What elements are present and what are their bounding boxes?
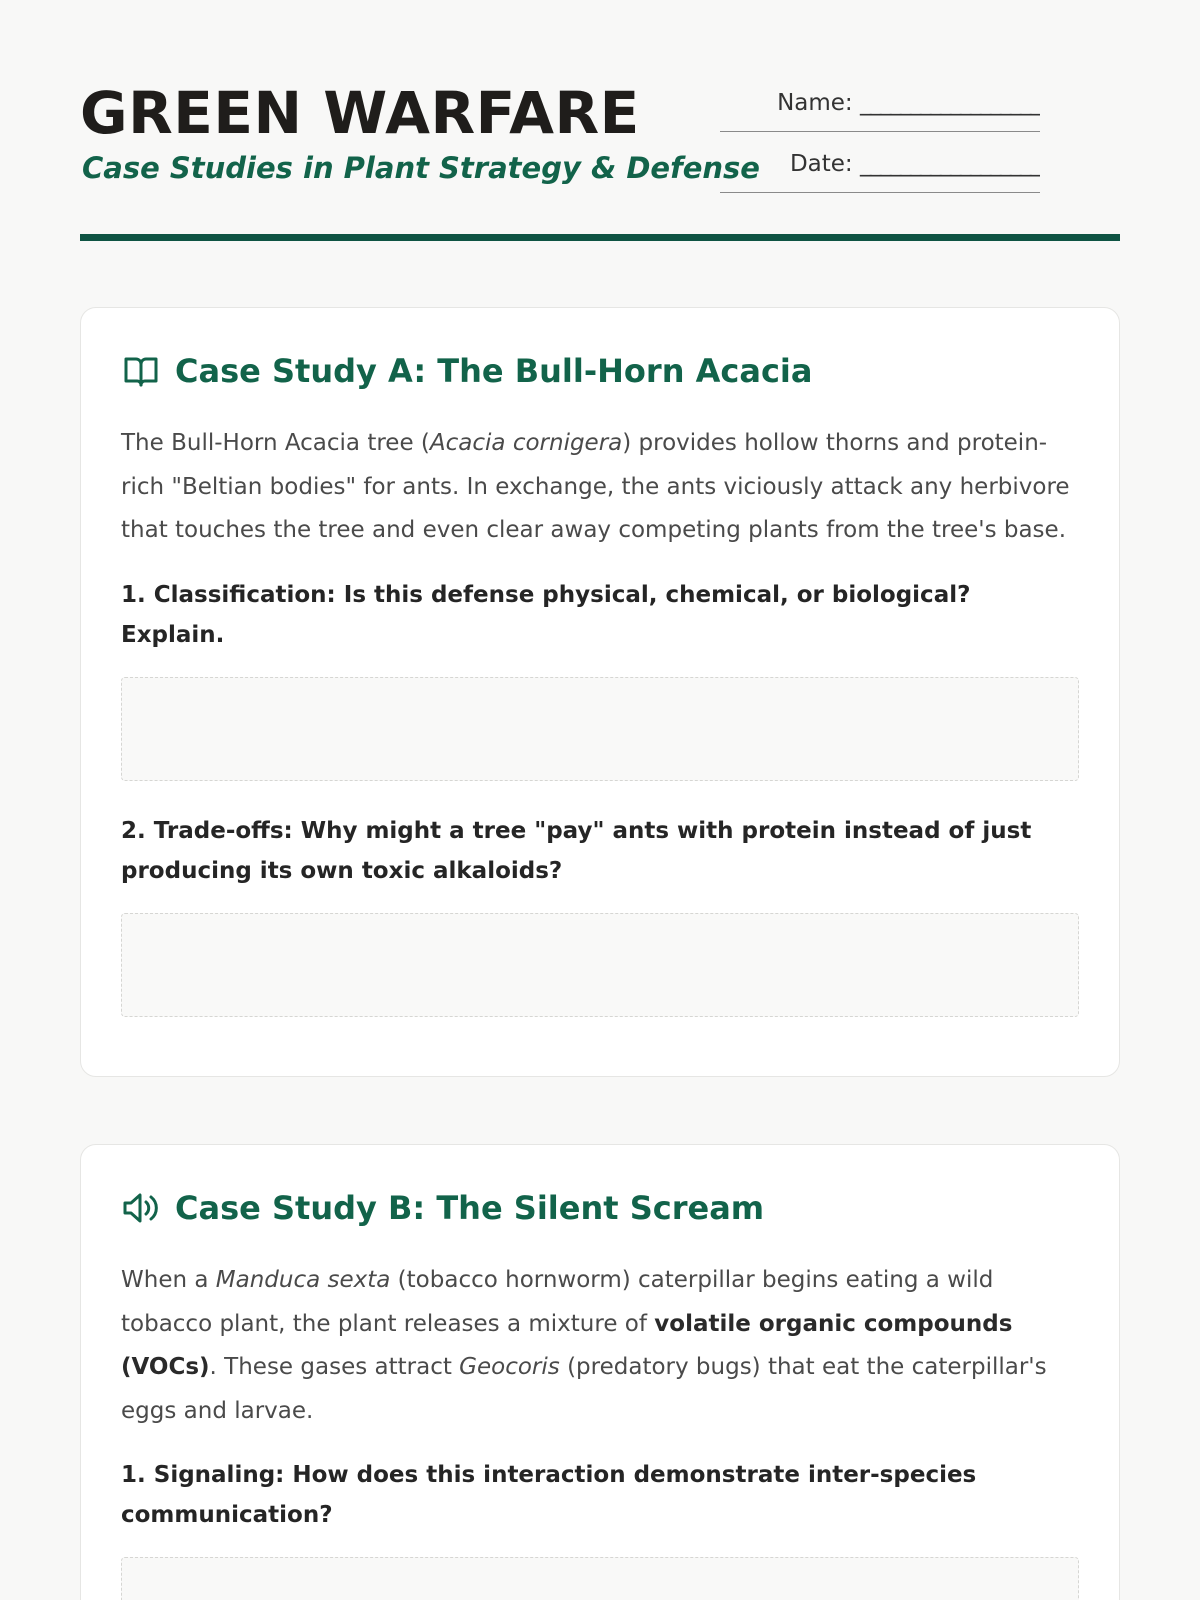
case-study-a-card: [80, 307, 1120, 1077]
student-info: [720, 84, 1040, 206]
case-a-question-2: 2. Trade-offs: Why might a tree "pay" ants with protein instead of just producing its own toxic alkaloids?: [121, 817, 1032, 884]
case-b-text-part: (tobacco hornworm) caterpillar begins eating a wild tobacco plant, the plant releases a mixture of: [121, 1267, 994, 1337]
case-study-a-text: [121, 422, 1079, 553]
book-icon: [121, 351, 161, 391]
case-b-question-1: 1. Signaling: How does this interaction demonstrate inter-species communication?: [121, 1462, 977, 1528]
case-study-b-text: [121, 1259, 1079, 1433]
page-subtitle: Case Studies in Plant Strategy & Defense: [82, 151, 760, 185]
case-a-text-part: ) provides hollow thorns and protein-rich "Beltian bodies" for ants. In exchange, the ants viciously attack any herbivore that touches the tree and even clear away competing plants from the tree's base.: [121, 430, 1070, 543]
name-field[interactable]: [720, 84, 1040, 132]
date-blank-line: __________________: [860, 151, 1040, 177]
case-a-species-name: Acacia cornigera: [429, 430, 623, 456]
speaker-icon: [121, 1188, 161, 1228]
case-b-answer-box-1[interactable]: [121, 1557, 1079, 1600]
case-study-a-header: [121, 348, 1079, 394]
case-b-species-name: Manduca sexta: [215, 1267, 391, 1293]
case-a-question-1: 1. Classification: Is this defense physical, chemical, or biological? Explain.: [121, 581, 971, 648]
case-b-text-part: (predatory bugs) that eat the caterpillar's eggs and larvae.: [121, 1354, 1047, 1424]
case-study-a-title: Case Study A: The Bull-Horn Acacia: [175, 352, 813, 390]
case-study-b-card: [80, 1144, 1120, 1600]
page-title: GREEN WARFARE: [80, 79, 640, 147]
case-study-b-title: Case Study B: The Silent Scream: [175, 1189, 765, 1227]
case-b-genus-name: Geocoris: [459, 1354, 560, 1380]
case-a-answer-box-2[interactable]: [121, 913, 1079, 1017]
case-b-highlight: volatile organic compounds (VOCs): [121, 1310, 1013, 1380]
case-b-text-part: When a: [121, 1267, 216, 1293]
case-a-answer-box-1[interactable]: [121, 677, 1079, 781]
header-divider: [80, 234, 1120, 241]
case-a-text-part: The Bull-Horn Acacia tree (: [121, 430, 430, 456]
case-study-b-header: [121, 1185, 1079, 1231]
name-blank-line: __________________: [860, 90, 1040, 116]
date-label: Date:: [789, 151, 853, 177]
worksheet-header: [80, 0, 1120, 240]
name-label: Name:: [777, 90, 853, 116]
case-b-text-part: . These gases attract: [209, 1354, 460, 1380]
date-field[interactable]: [720, 145, 1040, 193]
